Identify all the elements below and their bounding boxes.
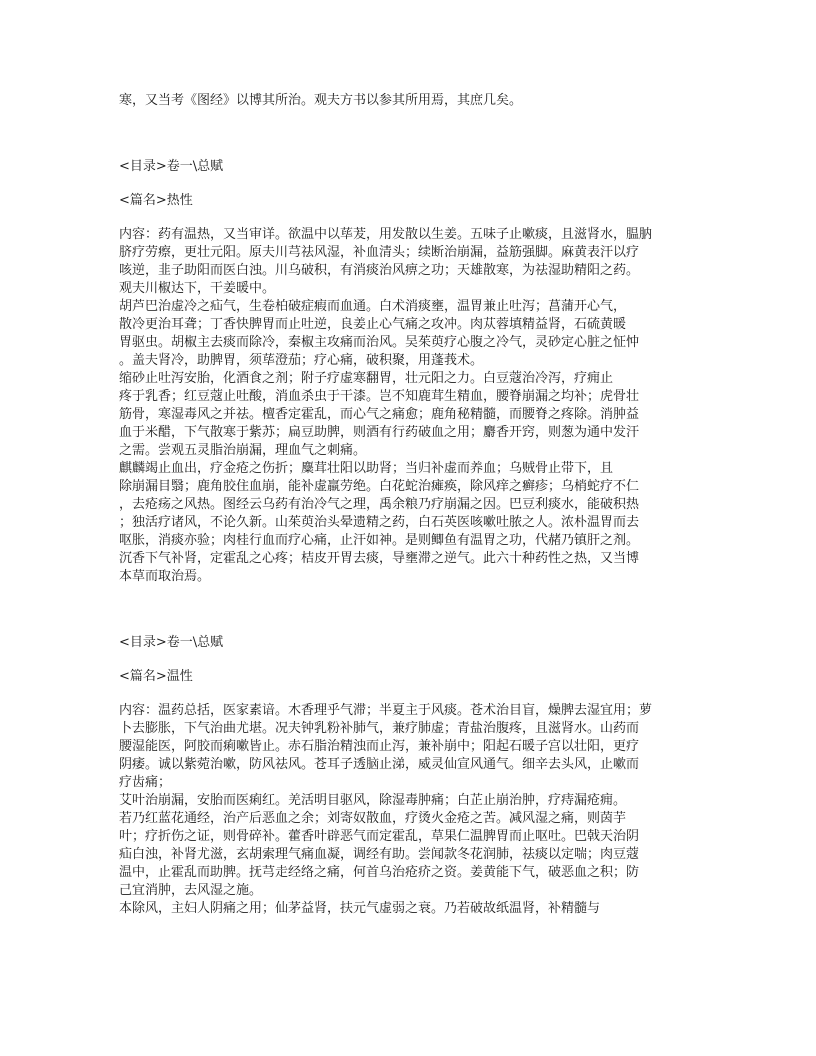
body-line: 疼于乳香；红豆蔻止吐酸，消血杀虫于干漆。岂不知鹿茸生精血，腰脊崩漏之均补；虎骨壮 xyxy=(119,389,640,404)
body-line: 散冷更治耳聋；丁香快脾胃而止吐逆，良姜止心气痛之攻冲。肉苁蓉填精益肾，石硫黄暖 xyxy=(119,317,627,332)
toc-heading: <目录>卷一\总赋 xyxy=(119,635,224,650)
body-line: 疗齿痛； xyxy=(119,775,172,790)
section-warm-nature xyxy=(119,634,699,918)
body-line: 若乃红蓝花通经，治产后恶血之余；刘寄奴散血，疗烫火金疮之苦。减风湿之痛，则茵芋 xyxy=(119,811,627,826)
body-line: 除崩漏目翳；鹿角胶住血崩，能补虚羸劳绝。白花蛇治瘫痪，除风痒之癣疹；乌梢蛇疗不仁 xyxy=(119,479,640,494)
intro-line: 寒，又当考《图经》以博其所治。观夫方书以参其所用焉，其庶几矣。 xyxy=(119,93,523,108)
chapter-title: <篇名>温性 xyxy=(119,669,193,684)
body-line: 呕胀，消痰亦验；肉桂行血而疗心痛，止汗如神。是则鲫鱼有温胃之功，代赭乃镇肝之剂。 xyxy=(119,533,640,548)
toc-heading: <目录>卷一\总赋 xyxy=(119,159,224,174)
body-line: 缩砂止吐泻安胎，化酒食之剂；附子疗虚寒翻胃，壮元阳之力。白豆蔻治冷泻，疗痈止 xyxy=(119,371,614,386)
body-line: 疝白浊，补肾尤滋，玄胡索理气痛血凝，调经有助。尝闻款冬花润肺，祛痰以定喘；肉豆蔻 xyxy=(119,847,640,862)
section-hot-nature xyxy=(119,158,699,586)
body-line: 。盖夫肾冷，助脾胃，须荜澄茄；疗心痛，破积聚，用蓬莪术。 xyxy=(119,353,484,368)
body-line: 本草而取治焉。 xyxy=(119,569,211,584)
body-line: 本除风，主妇人阴痛之用；仙茅益肾，扶元气虚弱之衰。乃若破故纸温肾，补精髓与 xyxy=(119,901,601,916)
body-line: 沉香下气补肾，定霍乱之心疼；桔皮开胃去痰，导壅滞之逆气。此六十种药性之热，又当博 xyxy=(119,551,640,566)
body-line: 脐疗劳瘵，更壮元阳。原夫川芎祛风湿，补血清头；续断治崩漏，益筋强脚。麻黄表汗以疗 xyxy=(119,245,640,260)
body-line: 内容：温药总括，医家素谙。木香理乎气滞；半夏主于风痰。苍术治目盲，燥脾去湿宜用；萝 xyxy=(119,703,653,718)
section-body xyxy=(119,226,699,586)
body-line: 麒麟竭止血出，疗金疮之伤折；麋茸壮阳以助肾；当归补虚而养血；乌贼骨止带下，且 xyxy=(119,461,614,476)
section-body xyxy=(119,702,699,918)
document-page xyxy=(119,92,699,918)
body-line: ；独活疗诸风，不论久新。山茱萸治头晕遗精之药，白石英医咳嗽吐脓之人。浓朴温胃而去 xyxy=(119,515,640,530)
body-line: 温中，止霍乱而助脾。抚芎走经络之痛，何首乌治疮疥之资。姜黄能下气，破恶血之积；防 xyxy=(119,865,640,880)
body-line: ，去疮疡之风热。图经云乌药有治冷气之理，禹余粮乃疗崩漏之因。巴豆利痰水，能破积热 xyxy=(119,497,640,512)
chapter-title: <篇名>热性 xyxy=(119,193,193,208)
body-line: 筋骨，寒湿毒风之并祛。檀香定霍乱，而心气之痛愈；鹿角秘精髓，而腰脊之疼除。消肿益 xyxy=(119,407,640,422)
body-line: 胃驱虫。胡椒主去痰而除冷，秦椒主攻痛而治风。吴茱萸疗心腹之冷气，灵砂定心脏之怔忡 xyxy=(119,335,640,350)
body-line: 卜去膨胀，下气治曲尤堪。况夫钟乳粉补肺气，兼疗肺虚；青盐治腹疼，且滋肾水。山药而 xyxy=(119,721,640,736)
body-line: 胡芦巴治虚冷之疝气，生卷柏破症瘕而血通。白术消痰壅，温胃兼止吐泻；菖蒲开心气， xyxy=(119,299,627,314)
body-line: 叶；疗折伤之证，则骨碎补。藿香叶辟恶气而定霍乱，草果仁温脾胃而止呕吐。巴戟天治阴 xyxy=(119,829,640,844)
body-line: 艾叶治崩漏，安胎而医痢红。羌活明目驱风，除湿毒肿痛；白芷止崩治肿，疗痔漏疮痈。 xyxy=(119,793,627,808)
body-line: 内容：药有温热，又当审详。欲温中以荜茇，用发散以生姜。五味子止嗽痰，且滋肾水，腽肭 xyxy=(119,227,653,242)
body-line: 咳逆，韭子助阳而医白浊。川乌破积，有消痰治风痹之功；天雄散寒，为祛湿助精阳之药。 xyxy=(119,263,640,278)
body-line: 血于米醋，下气散寒于紫苏；扁豆助脾，则酒有行药破血之用；麝香开窍，则葱为通中发汗 xyxy=(119,425,640,440)
body-line: 观夫川椒达下，干姜暖中。 xyxy=(119,281,276,296)
body-line: 腰湿能医，阿胶而痢嗽皆止。赤石脂治精浊而止泻，兼补崩中；阳起石暖子宫以壮阳，更疗 xyxy=(119,739,640,754)
body-line: 阴痿。诚以紫菀治嗽，防风祛风。苍耳子透脑止涕，威灵仙宣风通气。细辛去头风，止嗽而 xyxy=(119,757,640,772)
body-line: 己宜消肿，去风湿之施。 xyxy=(119,883,263,898)
body-line: 之需。尝观五灵脂治崩漏，理血气之刺痛。 xyxy=(119,443,367,458)
